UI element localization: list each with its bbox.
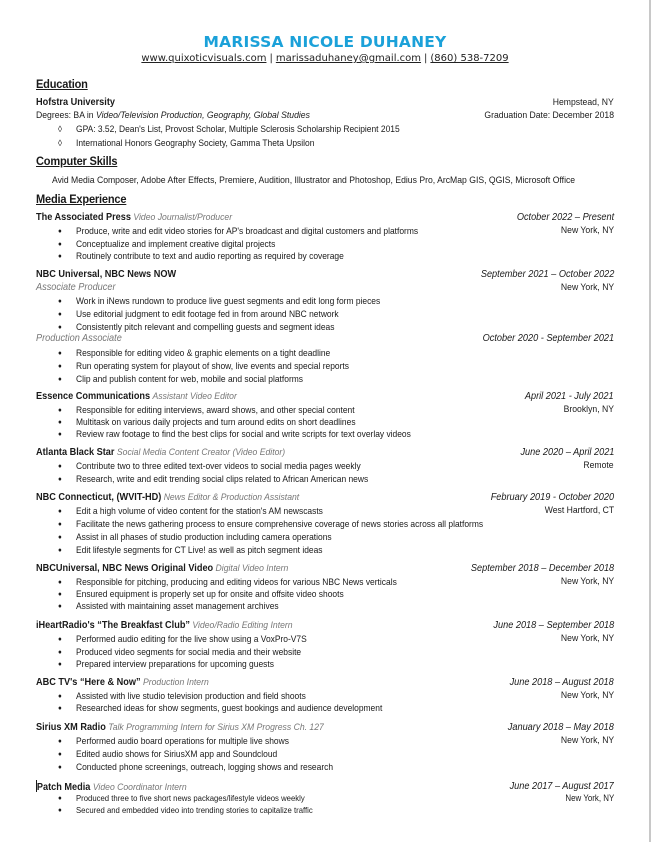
job-bullet: ● Performed audio board operations for multiple live shows	[58, 735, 289, 746]
bullet-icon: ●	[58, 738, 62, 745]
job-bullet: ● Responsible for editing video & graphic elements on a tight deadline	[58, 347, 331, 358]
role-title: Production Associate	[36, 333, 122, 344]
job-location: New York, NY	[560, 690, 614, 701]
job-bullet: ● Responsible for pitching, producing and editing videos for various NBC News verticals	[58, 576, 397, 587]
job-location: New York, NY	[560, 735, 614, 746]
job-bullet: ● Assisted with live studio television production and field shoots	[58, 690, 306, 701]
job-title: Production Intern	[142, 677, 209, 688]
job-org: NBC Connecticut, (WVIT-HD)	[36, 492, 162, 503]
education-item: ◊ GPA: 3.52, Dean's List, Provost Scholar, Multiple Sclerosis Scholarship Recipient 2015	[58, 123, 400, 134]
bullet-icon: ●	[58, 534, 62, 541]
job-header	[36, 562, 614, 575]
bullet-icon: ●	[58, 547, 62, 554]
job-bullet: ● Use editorial judgment to edit footage fed in from around NBC network	[58, 308, 339, 319]
job-bullet: ● Edit lifestyle segments for CT Live! as well as pitch segment ideas	[58, 544, 323, 555]
degree	[36, 109, 310, 122]
job-bullet: ● Produced three to five short news packages/lifestyle videos weekly	[58, 793, 305, 803]
job-bullet: ● Researched ideas for show segments, guest bookings and audience development	[58, 702, 383, 713]
role-dates-row	[36, 332, 614, 345]
bullet-icon: ●	[58, 661, 62, 668]
job-org: NBCUniversal, NBC News Original Video	[36, 563, 214, 574]
job-header	[36, 211, 614, 224]
bullet-icon: ●	[58, 591, 62, 598]
graduation-date: Graduation Date: December 2018	[484, 110, 614, 121]
bullet-icon: ●	[58, 228, 62, 235]
bullet-icon: ●	[58, 376, 62, 383]
job-dates: October 2022 – Present	[516, 212, 614, 223]
bullet-icon: ●	[58, 463, 62, 470]
job-location: West Hartford, CT	[544, 505, 614, 516]
separator: |	[269, 53, 273, 64]
separator: |	[424, 53, 428, 64]
role-title: Associate Producer	[36, 282, 116, 293]
diamond-bullet-icon: ◊	[58, 138, 63, 148]
bullet-icon: ●	[58, 705, 62, 712]
job-bullet: ● Consistently pitch relevant and compelling guests and segment ideas	[58, 321, 335, 332]
bullet-icon: ●	[58, 521, 62, 528]
job-header	[36, 491, 614, 504]
job-location: New York, NY	[560, 633, 614, 644]
job-title: Video Journalist/Producer	[133, 212, 233, 223]
school-location: Hempstead, NY	[553, 97, 614, 108]
job-org: Atlanta Black Star	[36, 447, 115, 458]
job-bullet: ● Responsible for editing interviews, award shows, and other special content	[58, 404, 355, 415]
school-name: Hofstra University	[36, 97, 115, 108]
bullet-icon: ●	[58, 419, 62, 426]
bullet-icon: ●	[58, 476, 62, 483]
education-item: ◊ International Honors Geography Society, Gamma Theta Upsilon	[58, 137, 315, 148]
education-school-row	[36, 96, 614, 109]
job-header	[36, 619, 614, 632]
job-header	[36, 446, 614, 459]
job-org: The Associated Press	[36, 212, 131, 223]
job-location: New York, NY	[560, 225, 614, 236]
job-location: Brooklyn, NY	[563, 404, 614, 415]
job-dates: January 2018 – May 2018	[507, 722, 614, 733]
job-bullet: ● Assist in all phases of studio production including camera operations	[58, 531, 332, 542]
job-title: Assistant Video Editor	[152, 391, 237, 402]
job-location: New York, NY	[565, 793, 614, 803]
job-bullet: ● Ensured equipment is properly set up for onsite and offsite video shoots	[58, 588, 344, 599]
job-header	[36, 676, 614, 689]
job-bullet: ● Facilitate the news gathering process to ensure comprehensive coverage of news stories across all platforms	[58, 518, 484, 529]
bullet-icon: ●	[58, 407, 62, 414]
website-link[interactable]: www.quixoticvisuals.com	[141, 53, 267, 64]
bullet-icon: ●	[58, 807, 62, 814]
job-bullet: ● Edit a high volume of video content for the station's AM newscasts	[58, 505, 323, 516]
job-dates: June 2017 – August 2017	[509, 781, 614, 792]
bullet-icon: ●	[58, 764, 62, 771]
job-bullet: ● Conceptualize and implement creative digital projects	[58, 238, 276, 249]
job-title: Talk Programming Intern for Sirius XM Progress Ch. 127	[108, 722, 324, 733]
role-dates: October 2020 - September 2021	[482, 333, 614, 344]
job-bullet: ● Run operating system for playout of show, live events and special reports	[58, 360, 349, 371]
section-heading-skills: Computer Skills	[36, 154, 118, 168]
job-dates: April 2021 - July 2021	[525, 391, 614, 402]
contact-line	[36, 53, 614, 64]
degree-prefix: Degrees: BA in	[36, 110, 97, 121]
job-bullet: ● Work in iNews rundown to produce live guest segments and edit long form pieces	[58, 295, 381, 306]
job-location: Remote	[583, 460, 614, 471]
section-heading-experience: Media Experience	[36, 192, 127, 206]
job-title: News Editor & Production Assistant	[163, 492, 300, 503]
job-bullet: ● Review raw footage to find the best clips for social and write scripts for text overlay videos	[58, 428, 411, 439]
job-bullet: ● Produce, write and edit video stories for AP's broadcast and digital customers and platforms	[58, 225, 419, 236]
bullet-icon: ●	[58, 298, 62, 305]
job-dates: June 2020 – April 2021	[520, 447, 614, 458]
bullet-icon: ●	[58, 431, 62, 438]
job-title: Social Media Content Creator (Video Editor)	[116, 447, 286, 458]
job-bullet: ● Prepared interview preparations for upcoming guests	[58, 658, 274, 669]
job-org: iHeartRadio's “The Breakfast Club”	[36, 620, 191, 631]
job-bullet: ● Assisted with maintaining asset management archives	[58, 600, 279, 611]
candidate-name: MARISSA NICOLE DUHANEY	[203, 33, 447, 51]
email-link[interactable]: marissaduhaney@gmail.com	[275, 53, 422, 64]
job-bullet: ● Clip and publish content for web, mobile and social platforms	[58, 373, 303, 384]
job-location-row	[36, 281, 614, 294]
bullet-icon: ●	[58, 603, 62, 610]
job-title: Digital Video Intern	[215, 563, 289, 574]
job-header	[36, 390, 614, 403]
job-location: New York, NY	[560, 282, 614, 293]
job-bullet: ● Conducted phone screenings, outreach, logging shows and research	[58, 761, 334, 772]
job-bullet: ● Multitask on various daily projects and turn around edits on short deadlines	[58, 416, 356, 427]
section-heading-education: Education	[36, 77, 88, 91]
job-header	[36, 721, 614, 734]
bullet-icon: ●	[58, 649, 62, 656]
bullet-icon: ●	[58, 324, 62, 331]
job-bullet: ● Contribute two to three edited text-over videos to social media pages weekly	[58, 460, 361, 471]
job-org: ABC TV's “Here & Now”	[36, 677, 141, 688]
degree-fields: Video/Television Production, Geography, Global Studies	[96, 110, 310, 121]
bullet-icon: ●	[58, 693, 62, 700]
job-org: Patch Media	[36, 782, 91, 793]
bullet-icon: ●	[58, 508, 62, 515]
bullet-icon: ●	[58, 579, 62, 586]
job-org: NBC Universal, NBC News NOW	[36, 269, 177, 280]
job-org: Sirius XM Radio	[36, 722, 106, 733]
job-org: Essence Communications	[36, 391, 151, 402]
diamond-bullet-icon: ◊	[58, 124, 63, 134]
job-location: New York, NY	[560, 576, 614, 587]
job-title: Video/Radio Editing Intern	[192, 620, 293, 631]
education-degree-row	[36, 109, 614, 122]
job-dates: June 2018 – August 2018	[509, 677, 614, 688]
job-header	[36, 268, 614, 281]
bullet-icon: ●	[58, 636, 62, 643]
bullet-icon: ●	[58, 363, 62, 370]
phone-link[interactable]: (860) 538-7209	[430, 53, 509, 64]
job-bullet: ● Produced video segments for social media and their website	[58, 646, 302, 657]
job-dates: June 2018 – September 2018	[493, 620, 614, 631]
bullet-icon: ●	[58, 795, 62, 802]
job-bullet: ● Secured and embedded video into trending stories to capitalize traffic	[58, 805, 313, 815]
job-bullet: ● Research, write and edit trending social clips related to African American news	[58, 473, 369, 484]
job-dates: September 2018 – December 2018	[470, 563, 614, 574]
bullet-icon: ●	[58, 350, 62, 357]
bullet-icon: ●	[58, 311, 62, 318]
bullet-icon: ●	[58, 253, 62, 260]
job-bullet: ● Routinely contribute to text and audio reporting as required by coverage	[58, 250, 344, 261]
job-dates: February 2019 - October 2020	[490, 492, 614, 503]
job-dates: September 2021 – October 2022	[480, 269, 614, 280]
job-bullet: ● Edited audio shows for SiriusXM app and Soundcloud	[58, 748, 278, 759]
skills-list: Avid Media Composer, Adobe After Effects, Premiere, Audition, Illustrator and Photoshop, Edius Pro, ArcMap GIS, QGIS, Microsoft Office	[52, 175, 576, 186]
job-bullet: ● Performed audio editing for the live show using a VoxPro-V7S	[58, 633, 307, 644]
job-title: Video Coordinator Intern	[92, 782, 187, 793]
bullet-icon: ●	[58, 751, 62, 758]
bullet-icon: ●	[58, 241, 62, 248]
